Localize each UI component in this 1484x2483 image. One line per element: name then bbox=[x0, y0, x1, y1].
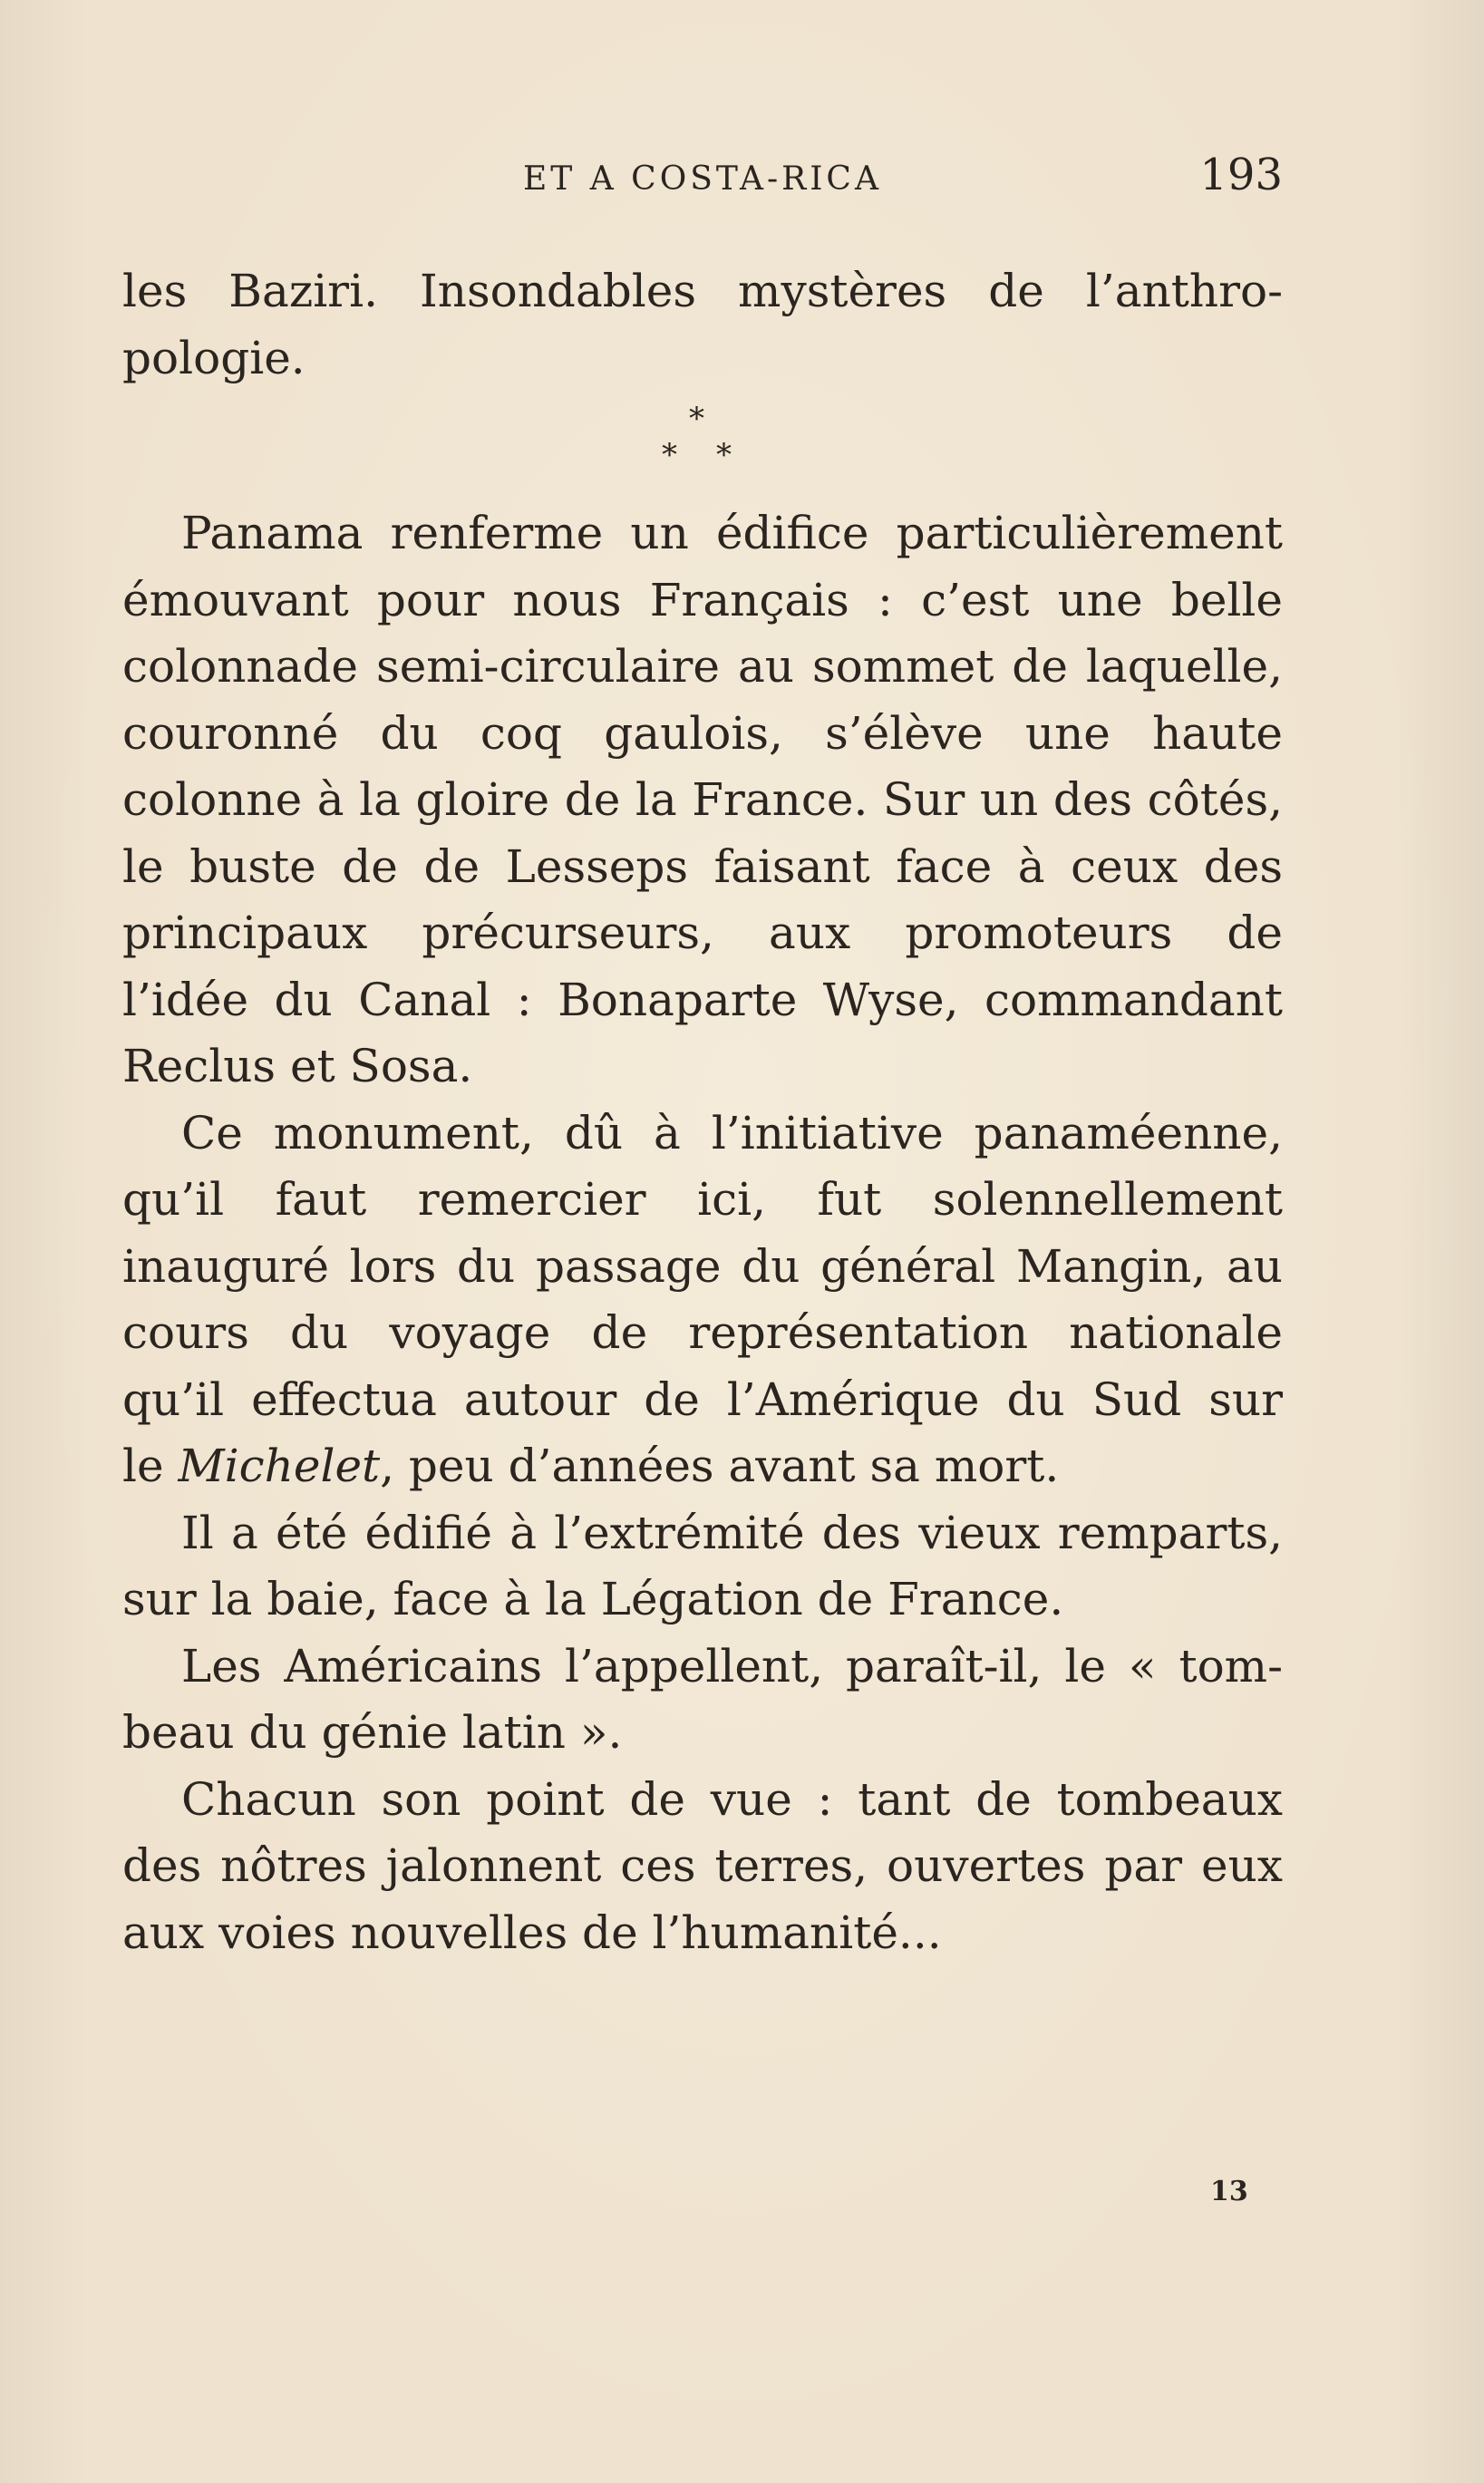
text-fragment: le bbox=[122, 1440, 179, 1492]
text-line: des nôtres jalonnent ces terres, ouvertes par eux bbox=[122, 1839, 1283, 1892]
asterisk: * bbox=[662, 437, 677, 473]
signature-mark: 13 bbox=[1210, 2176, 1248, 2207]
text-line: l’idée du Canal : Bonaparte Wyse, commandant bbox=[122, 973, 1283, 1026]
text-line: colonnade semi-circulaire au sommet de laquelle, bbox=[122, 640, 1283, 693]
asterism-separator bbox=[122, 401, 1283, 500]
running-title: ET A COSTA-RICA bbox=[523, 160, 882, 198]
paragraph bbox=[122, 1500, 1283, 1634]
paragraph bbox=[122, 1634, 1283, 1767]
text-fragment: , peu d’années avant sa mort. bbox=[380, 1440, 1060, 1492]
text-line: principaux précurseurs, aux promoteurs de bbox=[122, 907, 1283, 959]
text-line: beau du génie latin ». bbox=[122, 1706, 623, 1759]
running-head bbox=[122, 150, 1283, 204]
text-line: inauguré lors du passage du général Mangin, au bbox=[122, 1239, 1283, 1293]
asterisk: * bbox=[689, 401, 704, 437]
text-line: cours du voyage de représentation nationale bbox=[122, 1306, 1283, 1359]
text-line: aux voies nouvelles de l’humanité... bbox=[122, 1906, 942, 1959]
text-line: le buste de de Lesseps faisant face à ceux des bbox=[122, 839, 1283, 893]
paragraph bbox=[122, 1767, 1283, 1967]
text-line: Reclus et Sosa. bbox=[122, 1040, 473, 1092]
text-line: qu’il effectua autour de l’Amérique du Sud sur bbox=[122, 1372, 1283, 1426]
text-block bbox=[122, 258, 1283, 1966]
text-line: Ce monument, dû à l’initiative panaméenne, bbox=[181, 1106, 1283, 1159]
text-line: Les Américains l’appellent, paraît-il, le « tom- bbox=[181, 1639, 1283, 1693]
text-line: émouvant pour nous Français : c’est une belle bbox=[122, 573, 1283, 626]
text-line bbox=[122, 1433, 1283, 1500]
asterisk: * bbox=[716, 437, 732, 473]
text-line: sur la baie, face à la Légation de France. bbox=[122, 1573, 1064, 1625]
text-line: Chacun son point de vue : tant de tombeaux bbox=[181, 1772, 1283, 1826]
text-line: pologie. bbox=[122, 331, 306, 384]
text-line: Panama renferme un édifice particulièrement bbox=[181, 507, 1283, 559]
text-line: qu’il faut remercier ici, fut solennellement bbox=[122, 1173, 1283, 1226]
paragraph bbox=[122, 1101, 1283, 1500]
ship-name: Michelet bbox=[178, 1440, 381, 1492]
paragraph bbox=[122, 500, 1283, 1101]
page-number: 193 bbox=[1199, 150, 1283, 200]
text-line: les Baziri. Insondables mystères de l’anthro- bbox=[122, 265, 1283, 317]
text-line: colonne à la gloire de la France. Sur un des côtés, bbox=[122, 773, 1283, 826]
text-line: couronné du coq gaulois, s’élève une haute bbox=[122, 706, 1283, 760]
text-line: Il a été édifié à l’extrémité des vieux remparts, bbox=[181, 1506, 1283, 1559]
